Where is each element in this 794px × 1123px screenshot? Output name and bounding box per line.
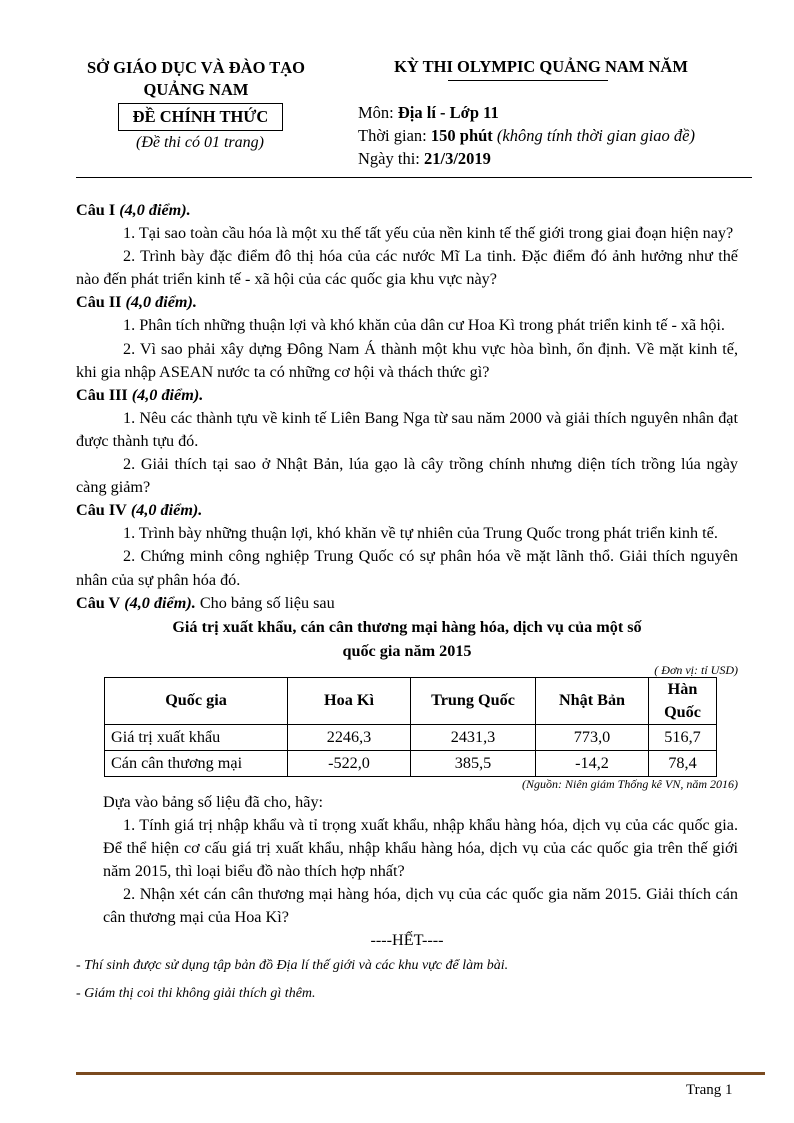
question-5 (76, 592, 738, 1005)
question-1 (76, 199, 738, 291)
table-header-row (105, 677, 717, 724)
question-4 (76, 499, 738, 591)
task-lead: Dựa vào bảng số liệu đã cho, hãy: (103, 792, 324, 811)
unit-note: ( Đơn vị: tỉ USD) (654, 662, 738, 677)
table-title-line-1: Giá trị xuất khẩu, cán cân thương mại hàng hóa, dịch vụ của một số (172, 617, 642, 636)
header-divider (76, 177, 752, 178)
column-header: Hàn Quốc (649, 677, 717, 724)
date-label: Ngày thi: (358, 149, 424, 168)
date-line (358, 149, 491, 169)
table-cell: -522,0 (288, 750, 411, 776)
table-cell: -14,2 (536, 750, 649, 776)
table-cell: 385,5 (411, 750, 536, 776)
question-item: 1. Tại sao toàn cầu hóa là một xu thế tất yếu của nền kinh tế thế giới trong giai đoạn hiện nay? (123, 224, 734, 243)
question-heading: Câu I (4,0 điểm). (76, 201, 191, 219)
time-note: (không tính thời gian giao đề) (492, 126, 695, 145)
end-mark: ----HẾT---- (370, 931, 444, 950)
table-row (105, 750, 717, 776)
table-title-line-2: quốc gia năm 2015 (342, 641, 472, 660)
subject-line (358, 103, 499, 123)
question-item: 1. Phân tích những thuận lợi và khó khăn của dân cư Hoa Kì trong phát triển kinh tế - xã hội. (123, 316, 725, 335)
column-header: Trung Quốc (411, 677, 536, 724)
question-item: 1. Trình bày những thuận lợi, khó khăn về tự nhiên của Trung Quốc trong phát triển kinh tế. (123, 524, 718, 543)
question-5-tasks (76, 791, 738, 930)
question-heading: Câu IV (4,0 điểm). (76, 501, 203, 520)
question-item: 2. Giải thích tại sao ở Nhật Bản, lúa gạo là cây trồng chính nhưng diện tích trồng lúa ngày càng giảm? (76, 455, 738, 497)
column-header: Quốc gia (105, 677, 288, 724)
time-line (358, 126, 695, 146)
data-source-note: (Nguồn: Niên giám Thống kê VN, năm 2016) (522, 776, 738, 791)
question-3 (76, 384, 738, 499)
issuing-department (60, 57, 332, 101)
table-cell: 78,4 (649, 750, 717, 776)
question-heading: Câu II (4,0 điểm). (76, 293, 197, 312)
question-item: 2. Nhận xét cán cân thương mại hàng hóa, dịch vụ của các quốc gia năm 2015. Giải thích cán cân thương mại của Hoa Kì? (103, 885, 738, 927)
question-2 (76, 291, 738, 383)
column-header: Nhật Bản (536, 677, 649, 724)
row-label: Cán cân thương mại (105, 750, 288, 776)
department-line-2: QUẢNG NAM (143, 80, 249, 99)
department-line-1: SỞ GIÁO DỤC VÀ ĐÀO TẠO (86, 58, 306, 77)
table-cell: 2246,3 (288, 724, 411, 750)
footer-divider (76, 1072, 765, 1075)
time-value: 150 phút (430, 126, 493, 145)
official-exam-box: ĐỀ CHÍNH THỨC (118, 103, 283, 131)
date-value: 21/3/2019 (424, 149, 491, 168)
page-number: Trang 1 (686, 1082, 733, 1098)
time-label: Thời gian: (358, 126, 431, 145)
table-cell: 2431,3 (411, 724, 536, 750)
exam-title: KỲ THI OLYMPIC QUẢNG NAM NĂM (394, 57, 688, 76)
question-intro: Cho bảng số liệu sau (195, 593, 335, 612)
exam-title-underline (448, 80, 608, 81)
question-item: 2. Trình bày đặc điểm đô thị hóa của các nước Mĩ La tinh. Đặc điểm đó ảnh hưởng như thế nào đến phát triển kinh tế - xã hội của các quốc gia khu vực này? (76, 247, 738, 289)
question-item: 2. Vì sao phải xây dựng Đông Nam Á thành một khu vực hòa bình, ổn định. Về mặt kinh tế, khi gia nhập ASEAN nước ta có những cơ hội và thách thức gì? (76, 339, 738, 381)
question-heading: Câu III (4,0 điểm). (76, 385, 204, 404)
exam-body (76, 199, 738, 1005)
row-label: Giá trị xuất khẩu (105, 724, 288, 750)
table-cell: 773,0 (536, 724, 649, 750)
footnote: - Thí sinh được sử dụng tập bản đồ Địa lí thế giới và các khu vực để làm bài. (76, 957, 509, 973)
subject-label: Môn: (358, 103, 398, 122)
trade-data-table (104, 677, 717, 777)
subject-value: Địa lí - Lớp 11 (397, 103, 499, 122)
question-item: 2. Chứng minh công nghiệp Trung Quốc có sự phân hóa về mặt lãnh thổ. Giải thích nguyên nhân của sự phân hóa đó. (76, 547, 738, 589)
table-cell: 516,7 (649, 724, 717, 750)
column-header: Hoa Kì (288, 677, 411, 724)
question-item: 1. Tính giá trị nhập khẩu và tỉ trọng xuất khẩu, nhập khẩu hàng hóa, dịch vụ của các quốc gia. Để thể hiện cơ cấu giá trị xuất khẩu, nhập khẩu hàng hóa, dịch vụ của các quốc gia trên thế giới năm 2015, thì loại biểu đồ nào thích hợp nhất? (103, 815, 738, 881)
footnote: - Giám thị coi thi không giải thích gì thêm. (76, 985, 316, 1001)
question-item: 1. Nêu các thành tựu về kinh tế Liên Bang Nga từ sau năm 2000 và giải thích nguyên nhân đạt được thành tựu đó. (76, 408, 738, 450)
table-row (105, 724, 717, 750)
page-count-note: (Đề thi có 01 trang) (136, 134, 264, 151)
question-heading: Câu V (4,0 điểm). Cho bảng số liệu sau (76, 593, 335, 612)
